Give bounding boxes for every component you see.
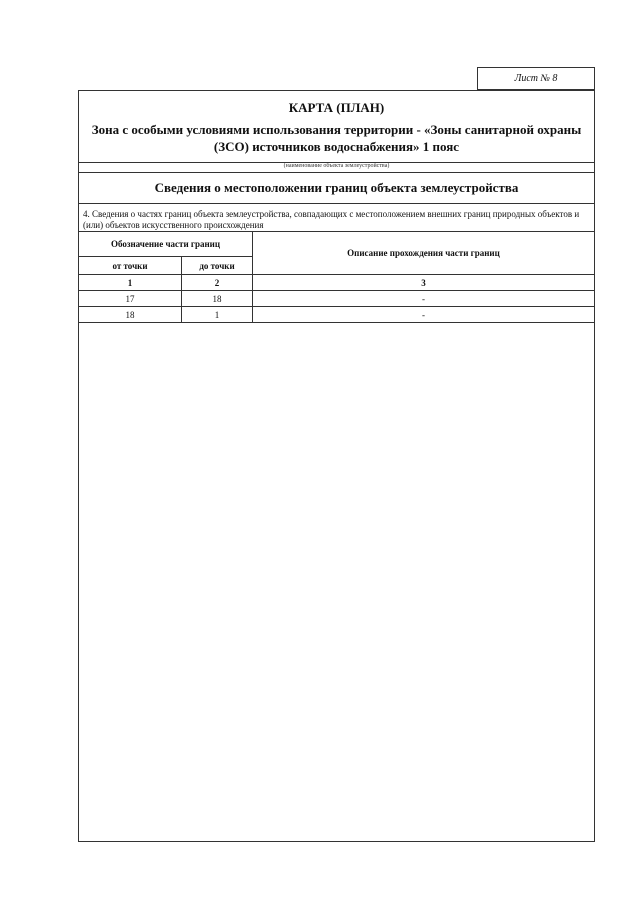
from-point-header: от точки [79,257,182,275]
description-header: Описание прохождения части границ [253,232,595,275]
column-number: 3 [253,275,595,291]
table-row [79,307,594,323]
to-point-header: до точки [182,257,253,275]
group-header: Обозначение части границ [79,232,253,257]
object-caption: (наименование объекта землеустройства) [283,163,390,169]
sheet-number: Лист № 8 [477,67,595,90]
to-point-cell: 18 [182,291,253,307]
table-row [79,291,594,307]
title-block [79,100,594,173]
boundary-parts-table [79,231,594,323]
zone-title: Зона с особыми условиями использования территории - «Зоны санитарной охраны (ЗСО) источников водоснабжения» 1 пояс [91,122,582,154]
column-number: 1 [79,275,182,291]
section-note: 4. Сведения о частях границ объекта землеустройства, совпадающих с местоположением внешних границ природных объектов и (или) объектов искусственного происхождения [83,209,580,230]
section-title: Сведения о местоположении границ объекта землеустройства [79,173,594,204]
description-cell: - [253,307,595,323]
to-point-cell: 1 [182,307,253,323]
map-frame [78,90,595,842]
map-title: КАРТА (ПЛАН) [288,100,385,115]
column-number: 2 [182,275,253,291]
description-cell: - [253,291,595,307]
from-point-cell: 17 [79,291,182,307]
from-point-cell: 18 [79,307,182,323]
